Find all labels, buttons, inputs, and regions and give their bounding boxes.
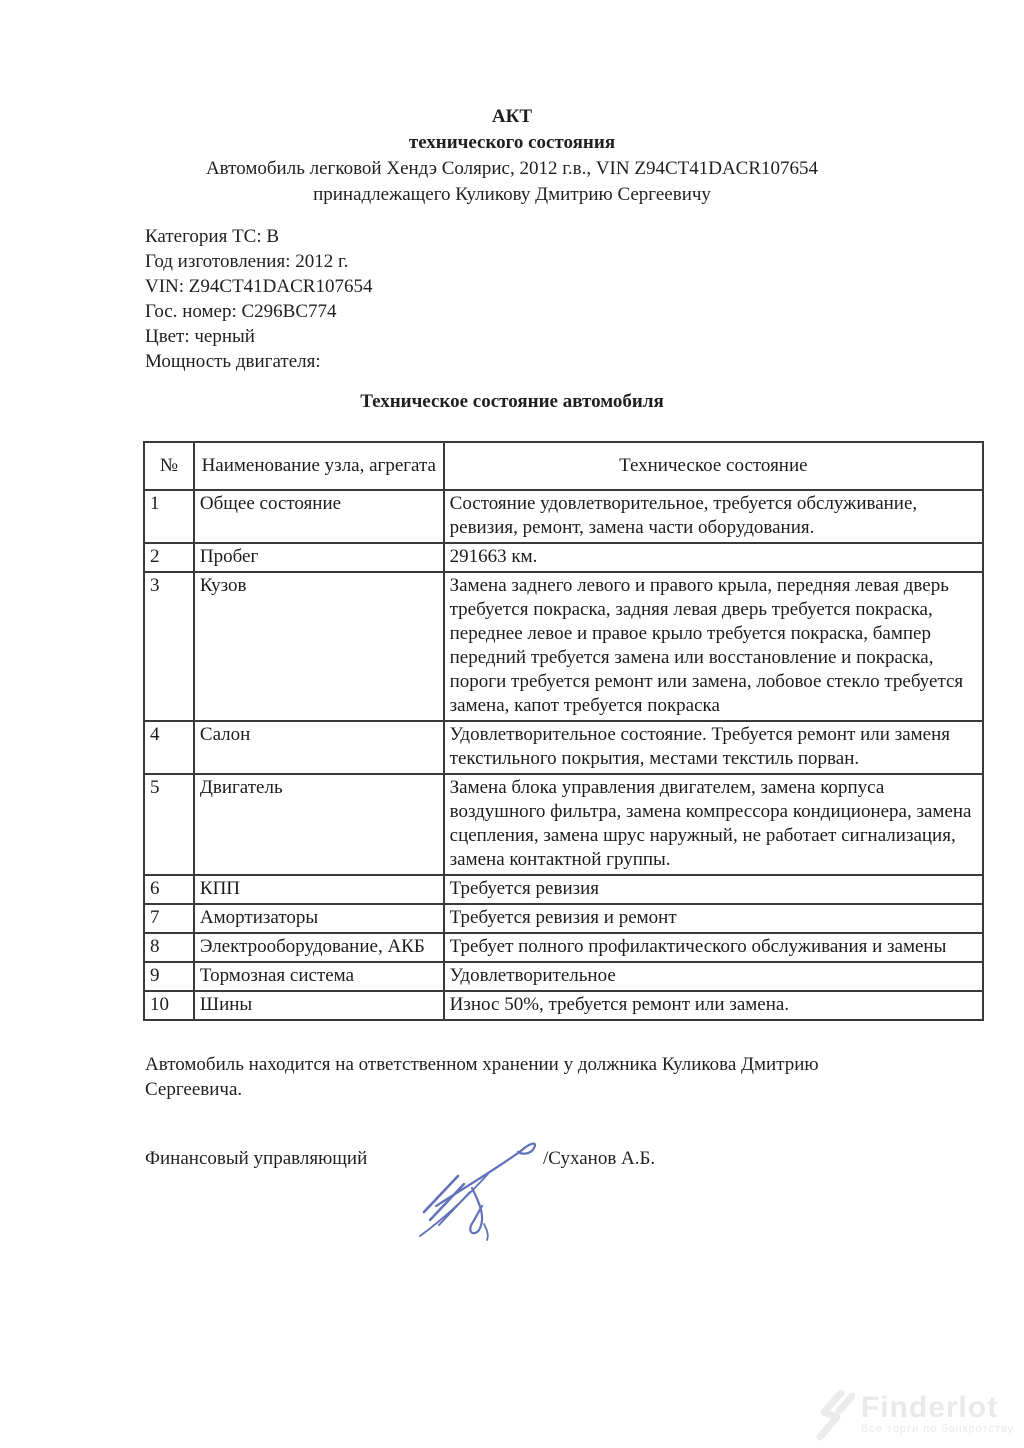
cell-part: Двигатель <box>194 774 444 875</box>
cell-number: 1 <box>144 490 194 543</box>
document-header <box>0 104 1024 208</box>
detail-category: Категория ТС: В <box>145 226 280 247</box>
vehicle-details <box>145 224 372 374</box>
header-cell-number: № <box>144 442 194 490</box>
table-row <box>144 774 983 875</box>
manager-name: /Суханов А.Б. <box>543 1148 656 1169</box>
watermark <box>811 1388 1014 1442</box>
cell-condition: Замена блока управления двигателем, замена корпуса воздушного фильтра, замена компрессора кондиционера, замена сцепления, замена шрус наружный, не работает сигнализация, замена контактной группы. <box>444 774 983 875</box>
cell-condition: Удовлетворительное <box>444 962 983 991</box>
cell-condition: Удовлетворительное состояние. Требуется ремонт или заменя текстильного покрытия, местами текстиль порван. <box>444 721 983 774</box>
table-row <box>144 933 983 962</box>
doc-vehicle-line: Автомобиль легковой Хендэ Солярис, 2012 г.в., VIN Z94CT41DACR107654 <box>205 158 819 179</box>
cell-condition: Требуется ревизия <box>444 875 983 904</box>
cell-condition: Требуется ревизия и ремонт <box>444 904 983 933</box>
condition-table-body <box>144 490 983 1020</box>
table-title: Техническое состояние автомобиля <box>360 391 664 412</box>
table-row <box>144 490 983 543</box>
cell-condition: Состояние удовлетворительное, требуется обслуживание, ревизия, ремонт, замена части оборудования. <box>444 490 983 543</box>
table-row <box>144 875 983 904</box>
doc-title: АКТ <box>491 106 533 127</box>
cell-condition: 291663 км. <box>444 543 983 572</box>
cell-number: 9 <box>144 962 194 991</box>
cell-number: 2 <box>144 543 194 572</box>
watermark-brand: Finderlot <box>860 1391 999 1424</box>
detail-vin: VIN: Z94CT41DACR107654 <box>145 276 373 297</box>
cell-part: Пробег <box>194 543 444 572</box>
cell-number: 10 <box>144 991 194 1020</box>
cell-part: Тормозная система <box>194 962 444 991</box>
manager-role-label: Финансовый управляющий <box>145 1148 368 1169</box>
cell-number: 7 <box>144 904 194 933</box>
detail-engine-power: Мощность двигателя: <box>145 351 321 372</box>
cell-condition: Требует полного профилактического обслуживания и замены <box>444 933 983 962</box>
detail-year: Год изготовления: 2012 г. <box>145 251 349 272</box>
cell-part: Электрооборудование, АКБ <box>194 933 444 962</box>
table-row <box>144 904 983 933</box>
table-row <box>144 991 983 1020</box>
table-row <box>144 543 983 572</box>
condition-table <box>143 441 984 1021</box>
cell-part: КПП <box>194 875 444 904</box>
watermark-text <box>860 1391 1014 1436</box>
cell-part: Общее состояние <box>194 490 444 543</box>
detail-color: Цвет: черный <box>145 326 255 347</box>
storage-note: Автомобиль находится на ответственном хранении у должника Куликова Дмитрию Сергеевича. <box>145 1054 819 1100</box>
cell-part: Кузов <box>194 572 444 721</box>
cell-number: 5 <box>144 774 194 875</box>
condition-table-head <box>144 442 983 490</box>
header-cell-part: Наименование узла, агрегата <box>194 442 444 490</box>
table-row <box>144 721 983 774</box>
cell-condition: Износ 50%, требуется ремонт или замена. <box>444 991 983 1020</box>
cell-number: 8 <box>144 933 194 962</box>
handwritten-signature <box>416 1126 566 1244</box>
cell-condition: Замена заднего левого и правого крыла, передняя левая дверь требуется покраска, задняя левая дверь требуется покраска, переднее левое и правое крыло требуется покраска, бампер передний требуется замена или восстановление и покраска, пороги требуется ремонт или замена, лобовое стекло требуется замена, капот требуется покраска <box>444 572 983 721</box>
cell-number: 6 <box>144 875 194 904</box>
header-cell-condition: Техническое состояние <box>444 442 983 490</box>
table-row <box>144 962 983 991</box>
doc-title-line2: технического состояния <box>408 132 616 153</box>
finderlot-logo-icon <box>811 1388 855 1442</box>
cell-number: 3 <box>144 572 194 721</box>
header-row <box>144 442 983 490</box>
cell-part: Шины <box>194 991 444 1020</box>
detail-plate: Гос. номер: С296ВС774 <box>145 301 337 322</box>
watermark-tagline: Все торги по банкротству <box>860 1423 1014 1435</box>
table-row <box>144 572 983 721</box>
cell-number: 4 <box>144 721 194 774</box>
cell-part: Салон <box>194 721 444 774</box>
doc-owner-line: принадлежащего Куликову Дмитрию Сергеевичу <box>313 184 711 205</box>
cell-part: Амортизаторы <box>194 904 444 933</box>
